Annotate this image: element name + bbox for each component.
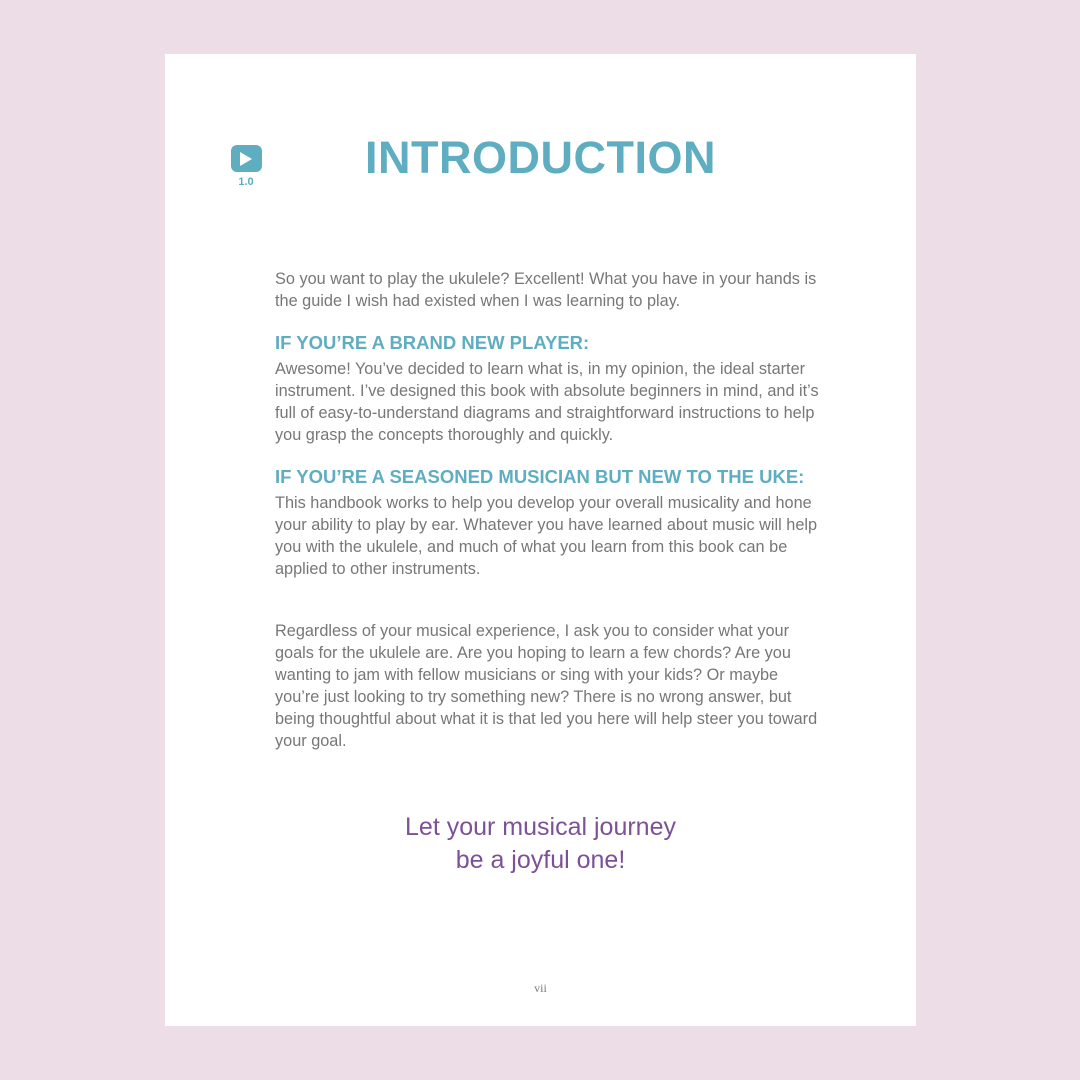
book-page xyxy=(165,54,916,1026)
section-heading-new-player: IF YOU’RE A BRAND NEW PLAYER: xyxy=(275,332,590,353)
video-number-label: 1.0 xyxy=(238,176,254,188)
closing-line-1: Let your musical journey xyxy=(405,813,676,841)
closing-quote xyxy=(165,811,916,877)
page-title: INTRODUCTION xyxy=(365,132,716,183)
closing-line-2: be a joyful one! xyxy=(455,846,626,874)
intro-paragraph: So you want to play the ukulele? Excellent! What you have in your hands is the guide I wish had existed when I was learning to play. xyxy=(275,270,817,310)
section-heading-seasoned-musician: IF YOU’RE A SEASONED MUSICIAN BUT NEW TO THE UKE: xyxy=(275,466,805,487)
section-body-seasoned-musician: This handbook works to help you develop your overall musicality and hone your ability to play by ear. Whatever you have learned about music will help you with the ukulele, and much of what you learn from this book can be applied to other instruments. xyxy=(275,494,818,578)
body-content xyxy=(275,268,820,752)
page-number: vii xyxy=(534,981,547,995)
goals-paragraph: Regardless of your musical experience, I ask you to consider what your goals for the ukulele are. Are you hoping to learn a few chords? Are you wanting to jam with fellow musicians or sing with your kids? Or maybe you’re just looking to try something new? There is no wrong answer, but being thoughtful about what it is that led you here will help steer you toward your goal. xyxy=(275,622,818,750)
section-body-new-player: Awesome! You’ve decided to learn what is, in my opinion, the ideal starter instrument. I’ve designed this book with absolute beginners in mind, and it’s full of easy-to-understand diagrams and straightforward instructions to help you grasp the concepts thoroughly and quickly. xyxy=(275,360,819,444)
